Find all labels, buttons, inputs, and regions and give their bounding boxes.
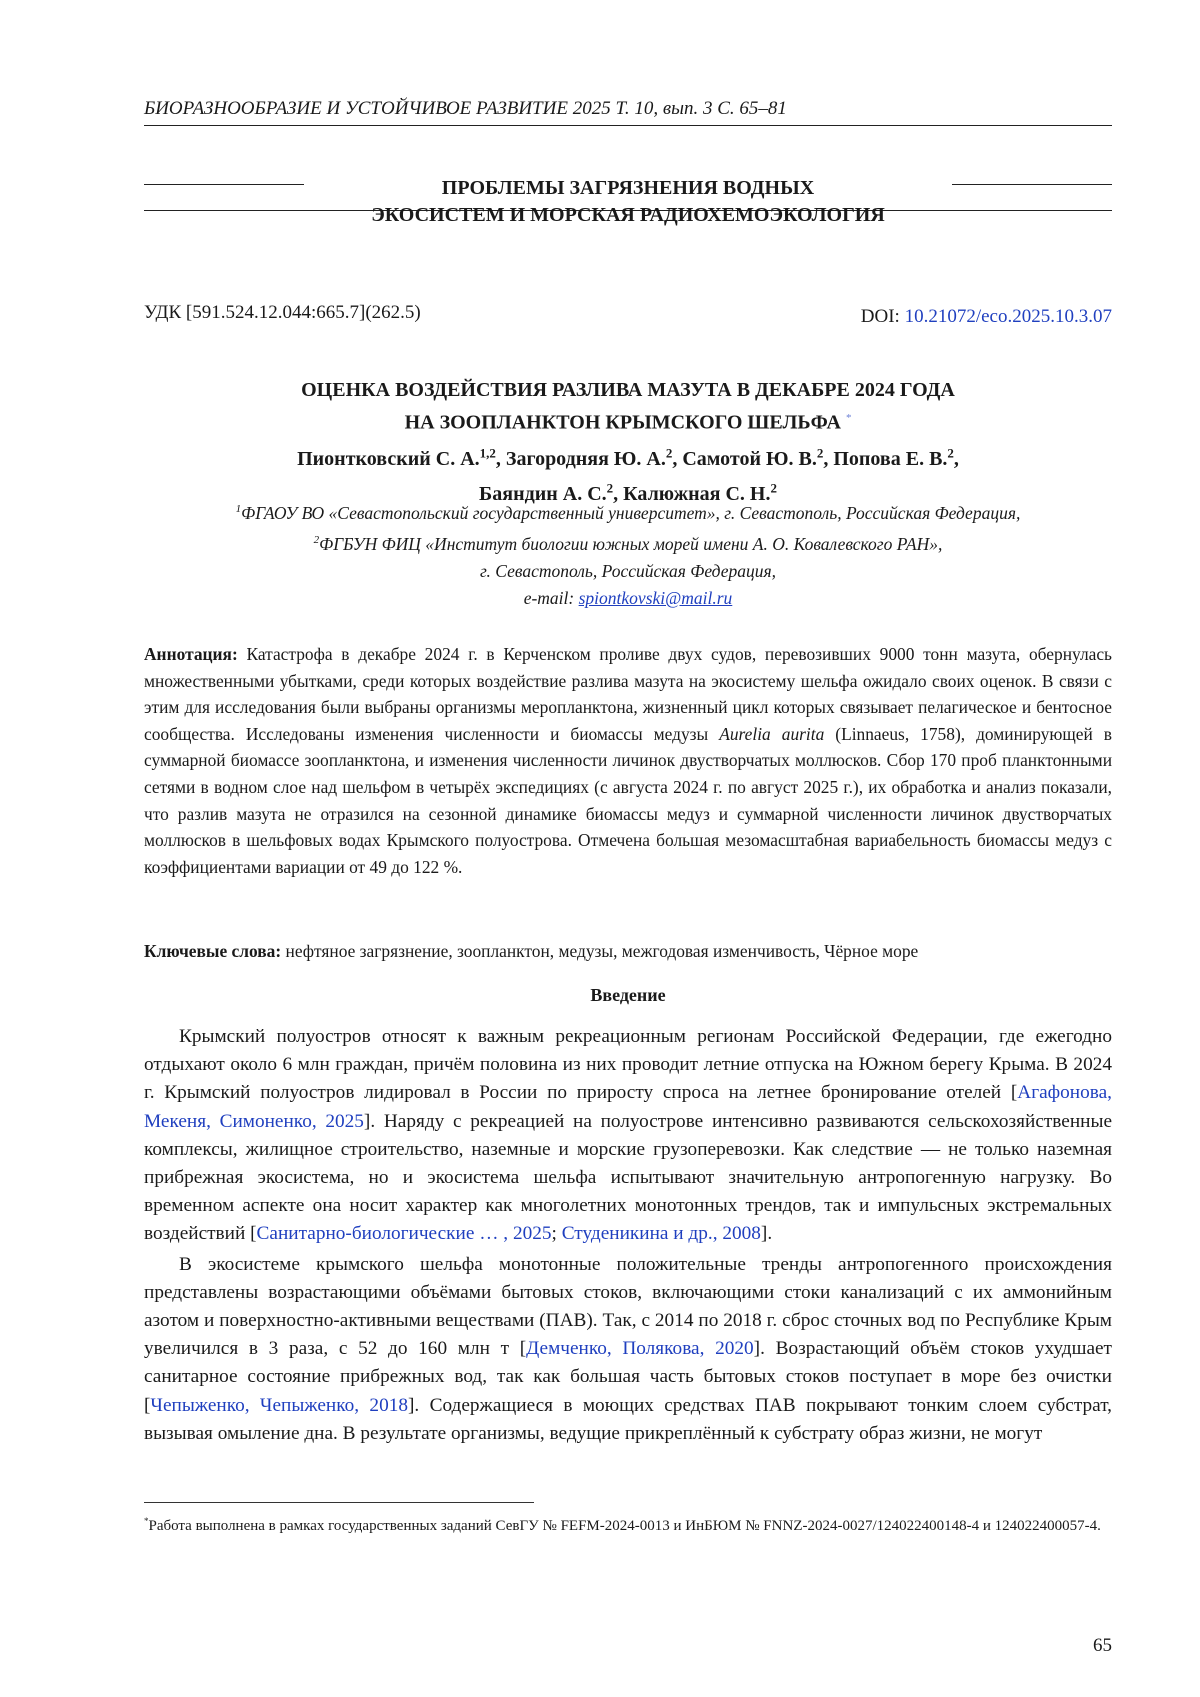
author-name: Попова Е. В.	[833, 447, 948, 470]
citation-link[interactable]: Демченко, Полякова, 2020	[526, 1338, 754, 1360]
keywords-text: нефтяное загрязнение, зоопланктон, медузы, межгодовая изменчивость, Чёрное море	[281, 941, 919, 961]
introduction-body	[144, 1023, 1112, 1450]
paragraph-text: ]. Наряду с рекреацией на полуострове интенсивно развиваются сельскохозяйственные комплексы, жилищное строительство, наземные и морские грузоперевозки. Как следствие — не только наземная прибрежная экосистема, но и экосистема шельфа испытывают значительную антропогенную нагрузку. Во временном аспекте она носит характер как многолетних монотонных трендов, так и импульсных экстремальных воздействий [	[144, 1110, 1112, 1245]
article-title	[144, 376, 1112, 437]
author	[297, 445, 506, 470]
author-affiliation-mark: 2	[816, 445, 824, 460]
paragraph-text: ]. Содержащиеся в моющих средствах ПАВ покрывают тонким слоем субстрат, вызывая омыление дна. В результате организмы, ведущие прикреплённый к субстрату образ жизни, не могут	[144, 1394, 1112, 1444]
affiliation-2: ФГБУН ФИЦ «Институт биологии южных морей имени А. О. Ковалевского РАН»,	[319, 533, 943, 554]
citation-link[interactable]: Агафонова, Мекеня, Симоненко, 2025	[144, 1082, 1112, 1132]
author-name: Баяндин А. С.	[479, 483, 607, 506]
affiliation-1: ФГАОУ ВО «Севастопольский государственный университет», г. Севастополь, Российская Федерация,	[241, 502, 1021, 523]
abstract	[144, 641, 1112, 880]
author-affiliation-mark: 1,2	[479, 445, 496, 460]
footnote-text: Работа выполнена в рамках государственных заданий СевГУ № FEFM-2024-0013 и ИнБЮМ № FNNZ-2024-0027/124022400148-4 и 124022400057-4.	[148, 1518, 1101, 1534]
introduction-heading: Введение	[590, 985, 666, 1005]
footnote	[144, 1510, 1112, 1537]
author-separator: ,	[495, 447, 506, 470]
section-title	[144, 175, 1112, 229]
email-link[interactable]: spiontkovski@mail.ru	[578, 587, 733, 608]
author-affiliation-mark: 2	[665, 445, 673, 460]
species-name: Aurelia aurita	[719, 723, 825, 744]
paragraph	[144, 1251, 1112, 1448]
author-name: Пионтковский С. А.	[297, 447, 480, 470]
paragraph-text: Крымский полуостров относят к важным рекреационным регионам Российской Федерации, где ежегодно отдыхают около 6 млн граждан, причём половина из них проводит летние отпуска на Южном берегу Крыма. В 2024 г. Крымский полуостров лидировал в России по приросту спроса на летнее бронирование отелей [	[144, 1026, 1112, 1104]
keywords-label: Ключевые слова:	[144, 941, 282, 961]
section-title-line1: ПРОБЛЕМЫ ЗАГРЯЗНЕНИЯ ВОДНЫХ	[441, 177, 815, 199]
author-name: Самотой Ю. В.	[682, 447, 817, 470]
article-title-line1: ОЦЕНКА ВОЗДЕЙСТВИЯ РАЗЛИВА МАЗУТА В ДЕКАБРЕ 2024 ГОДА	[301, 379, 955, 401]
author-affiliation-mark: 2	[770, 480, 777, 496]
author	[833, 445, 959, 470]
citation-link[interactable]: Санитарно-биологические … , 2025	[256, 1223, 552, 1245]
author-separator: ,	[613, 483, 624, 506]
doi	[861, 306, 1112, 328]
paragraph-text: В экосистеме крымского шельфа монотонные положительные тренды антропогенного происхождения представлены возрастающими объёмами бытовых стоков, включающими стоки канализаций с их аммонийным азотом и поверхностно-активными веществами (ПАВ). Так, с 2014 по 2018 г. сброс сточных вод по Республике Крым увеличился в 3 раза, с 52 до 160 млн т [	[144, 1253, 1112, 1360]
author-affiliation-mark: 2	[947, 445, 954, 460]
footnote-mark: *	[144, 1516, 149, 1526]
doi-label: DOI:	[860, 306, 905, 327]
author-affiliation-mark: 2	[606, 480, 614, 496]
paragraph-text: ].	[760, 1223, 773, 1245]
author-separator: ,	[953, 447, 959, 470]
paragraph-text: ]. Возрастающий объём стоков ухудшает санитарное состояние прибрежных вод, так как большая часть бытовых стоков поступает в море без очистки [	[144, 1338, 1112, 1416]
doi-link[interactable]: 10.21072/eco.2025.10.3.07	[904, 306, 1112, 327]
author	[682, 445, 834, 470]
title-footnote-mark[interactable]: *	[845, 412, 852, 424]
section-title-line2: ЭКОСИСТЕМ И МОРСКАЯ РАДИОХЕМОЭКОЛОГИЯ	[371, 204, 885, 226]
section-heading-block	[144, 177, 1112, 250]
citation-link[interactable]: Чепыженко, Чепыженко, 2018	[150, 1394, 408, 1416]
page-number: 65	[1093, 1635, 1112, 1656]
udk-code: УДК [591.524.12.044:665.7](262.5)	[144, 302, 421, 323]
abstract-text: Катастрофа в декабре 2024 г. в Керченском проливе двух судов, перевозивших 9000 тонн мазута, обернулась множественными убытками, среди которых воздействие разлива мазута на экосистему шельфа ожидало своих оценок. В связи с этим для исследования были выбраны организмы меропланктона, жизненный цикл которых связывает пелагическое и бентосное сообщества. Исследованы изменения численности и биомассы медузы	[144, 644, 1112, 744]
affiliation-1-mark: 1	[235, 503, 242, 515]
author-name: Калюжная С. Н.	[623, 483, 771, 506]
author-name: Загородняя Ю. А.	[505, 447, 666, 470]
affiliation-2-city: г. Севастополь, Российская Федерация,	[479, 560, 777, 581]
keywords	[144, 938, 1112, 964]
paragraph	[144, 1023, 1112, 1249]
abstract-label: Аннотация:	[144, 644, 238, 664]
affiliations	[144, 496, 1112, 612]
citation-link[interactable]: Студеникина и др., 2008	[561, 1223, 761, 1245]
footnote-rule	[144, 1502, 534, 1503]
author	[505, 445, 683, 470]
author-separator: ,	[672, 447, 683, 470]
author-separator: ,	[823, 447, 834, 470]
article-title-line2: НА ЗООПЛАНКТОН КРЫМСКОГО ШЕЛЬФА	[404, 411, 841, 434]
citation-separator: ;	[551, 1223, 562, 1245]
affiliation-2-mark: 2	[313, 533, 320, 546]
running-header: БИОРАЗНООБРАЗИЕ И УСТОЙЧИВОЕ РАЗВИТИЕ 2025 Т. 10, вып. 3 С. 65–81	[144, 96, 1112, 126]
email-label: e-mail:	[523, 587, 579, 608]
abstract-text-continued: (Linnaeus, 1758), доминирующей в суммарной биомассе зоопланктона, и изменения численности личинок двустворчатых моллюсков. Сбор 170 проб планктонными сетями в водном слое над шельфом в четырёх экспедициях (с августа 2024 г. по август 2025 г.), их обработка и анализ показали, что разлив мазута не отразился на сезонной динамике биомассы медуз и суммарной численности личинок двустворчатых моллюсков в шельфовых водах Крымского полуострова. Отмечена большая мезомасштабная вариабельность биомассы медуз с коэффициентами вариации от 49 до 122 %.	[144, 723, 1112, 877]
